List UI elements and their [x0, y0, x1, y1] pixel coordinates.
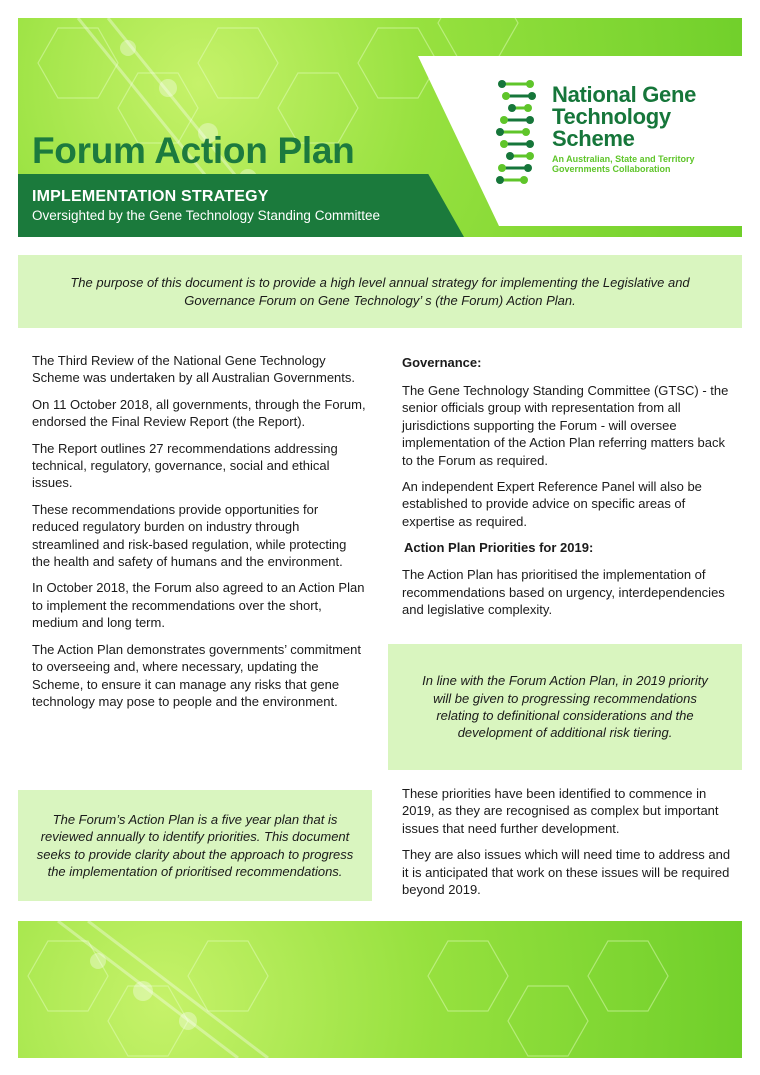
- logo-title: National Gene Technology Scheme: [552, 82, 697, 151]
- paragraph: They are also issues which will need time to address and it is anticipated that work on these issues will be required beyond 2019.: [402, 847, 731, 898]
- right-column: [402, 354, 732, 627]
- priorities-heading: Action Plan Priorities for 2019:: [404, 540, 594, 556]
- right-column-lower: [402, 785, 732, 907]
- purpose-box: [18, 255, 742, 328]
- paragraph: An independent Expert Reference Panel will also be established to provide advice on specific areas of expertise as required.: [402, 479, 702, 529]
- paragraph: The Action Plan has prioritised the implementation of recommendations based on urgency, interdependencies and legislative complexity.: [402, 567, 725, 618]
- paragraph: The Third Review of the National Gene Technology Scheme was undertaken by all Australian Governments.: [32, 353, 356, 386]
- governance-heading: Governance:: [402, 355, 482, 370]
- hexagon-pattern-icon: [18, 921, 742, 1058]
- paragraph: The Report outlines 27 recommendations addressing technical, regulatory, governance, social and ethical issues.: [32, 440, 338, 491]
- callout-text: In line with the Forum Action Plan, in 2019 priority will be given to progressing recommendations relating to definitional considerations and the development of additional risk tiering.: [422, 673, 708, 741]
- logo-text: [552, 84, 732, 174]
- five-year-plan-callout: [18, 790, 372, 901]
- callout-text: The Forum’s Action Plan is a five year plan that is reviewed annually to identify priorities. This document seeks to provide clarity about the approach to progress the implementation of prioritised recommendations.: [36, 811, 354, 879]
- paragraph: The Action Plan demonstrates governments’ commitment to overseeing and, where necessary, updating the Scheme, to ensure it can manage any risks that gene technology may pose to people and the environment.: [32, 641, 361, 709]
- strategy-title: IMPLEMENTATION STRATEGY: [32, 188, 269, 205]
- paragraph: The Gene Technology Standing Committee (GTSC) - the senior officials group with representation from all jurisdictions supporting the Forum - will oversee implementation of the Action Plan referring matters back to the Forum as required.: [402, 383, 729, 468]
- paragraph: On 11 October 2018, all governments, through the Forum, endorsed the Final Review Report (the Report).: [32, 396, 366, 430]
- strategy-subtitle: Oversighted by the Gene Technology Standing Committee: [32, 208, 380, 223]
- dna-helix-icon: [490, 78, 544, 190]
- paragraph: These recommendations provide opportunities for reduced regulatory burden on industry through streamlined and risk-based regulation, while protecting the health and safety of humans and the environment.: [32, 501, 347, 570]
- logo-subtitle: An Australian, State and Territory Governments Collaboration: [552, 154, 695, 174]
- paragraph: In October 2018, the Forum also agreed to an Action Plan to implement the recommendations over the short, medium and long term.: [32, 580, 365, 631]
- page-title: Forum Action Plan: [32, 130, 355, 171]
- footer-banner: [18, 921, 742, 1058]
- paragraph: These priorities have been identified to commence in 2019, as they are recognised as complex but important issues that need further development.: [402, 786, 719, 836]
- left-column: [32, 352, 366, 719]
- purpose-text: The purpose of this document is to provide a high level annual strategy for implementing the Legislative and Governance Forum on Gene Technology’ s (the Forum) Action Plan.: [70, 274, 690, 308]
- priority-callout: [388, 644, 742, 770]
